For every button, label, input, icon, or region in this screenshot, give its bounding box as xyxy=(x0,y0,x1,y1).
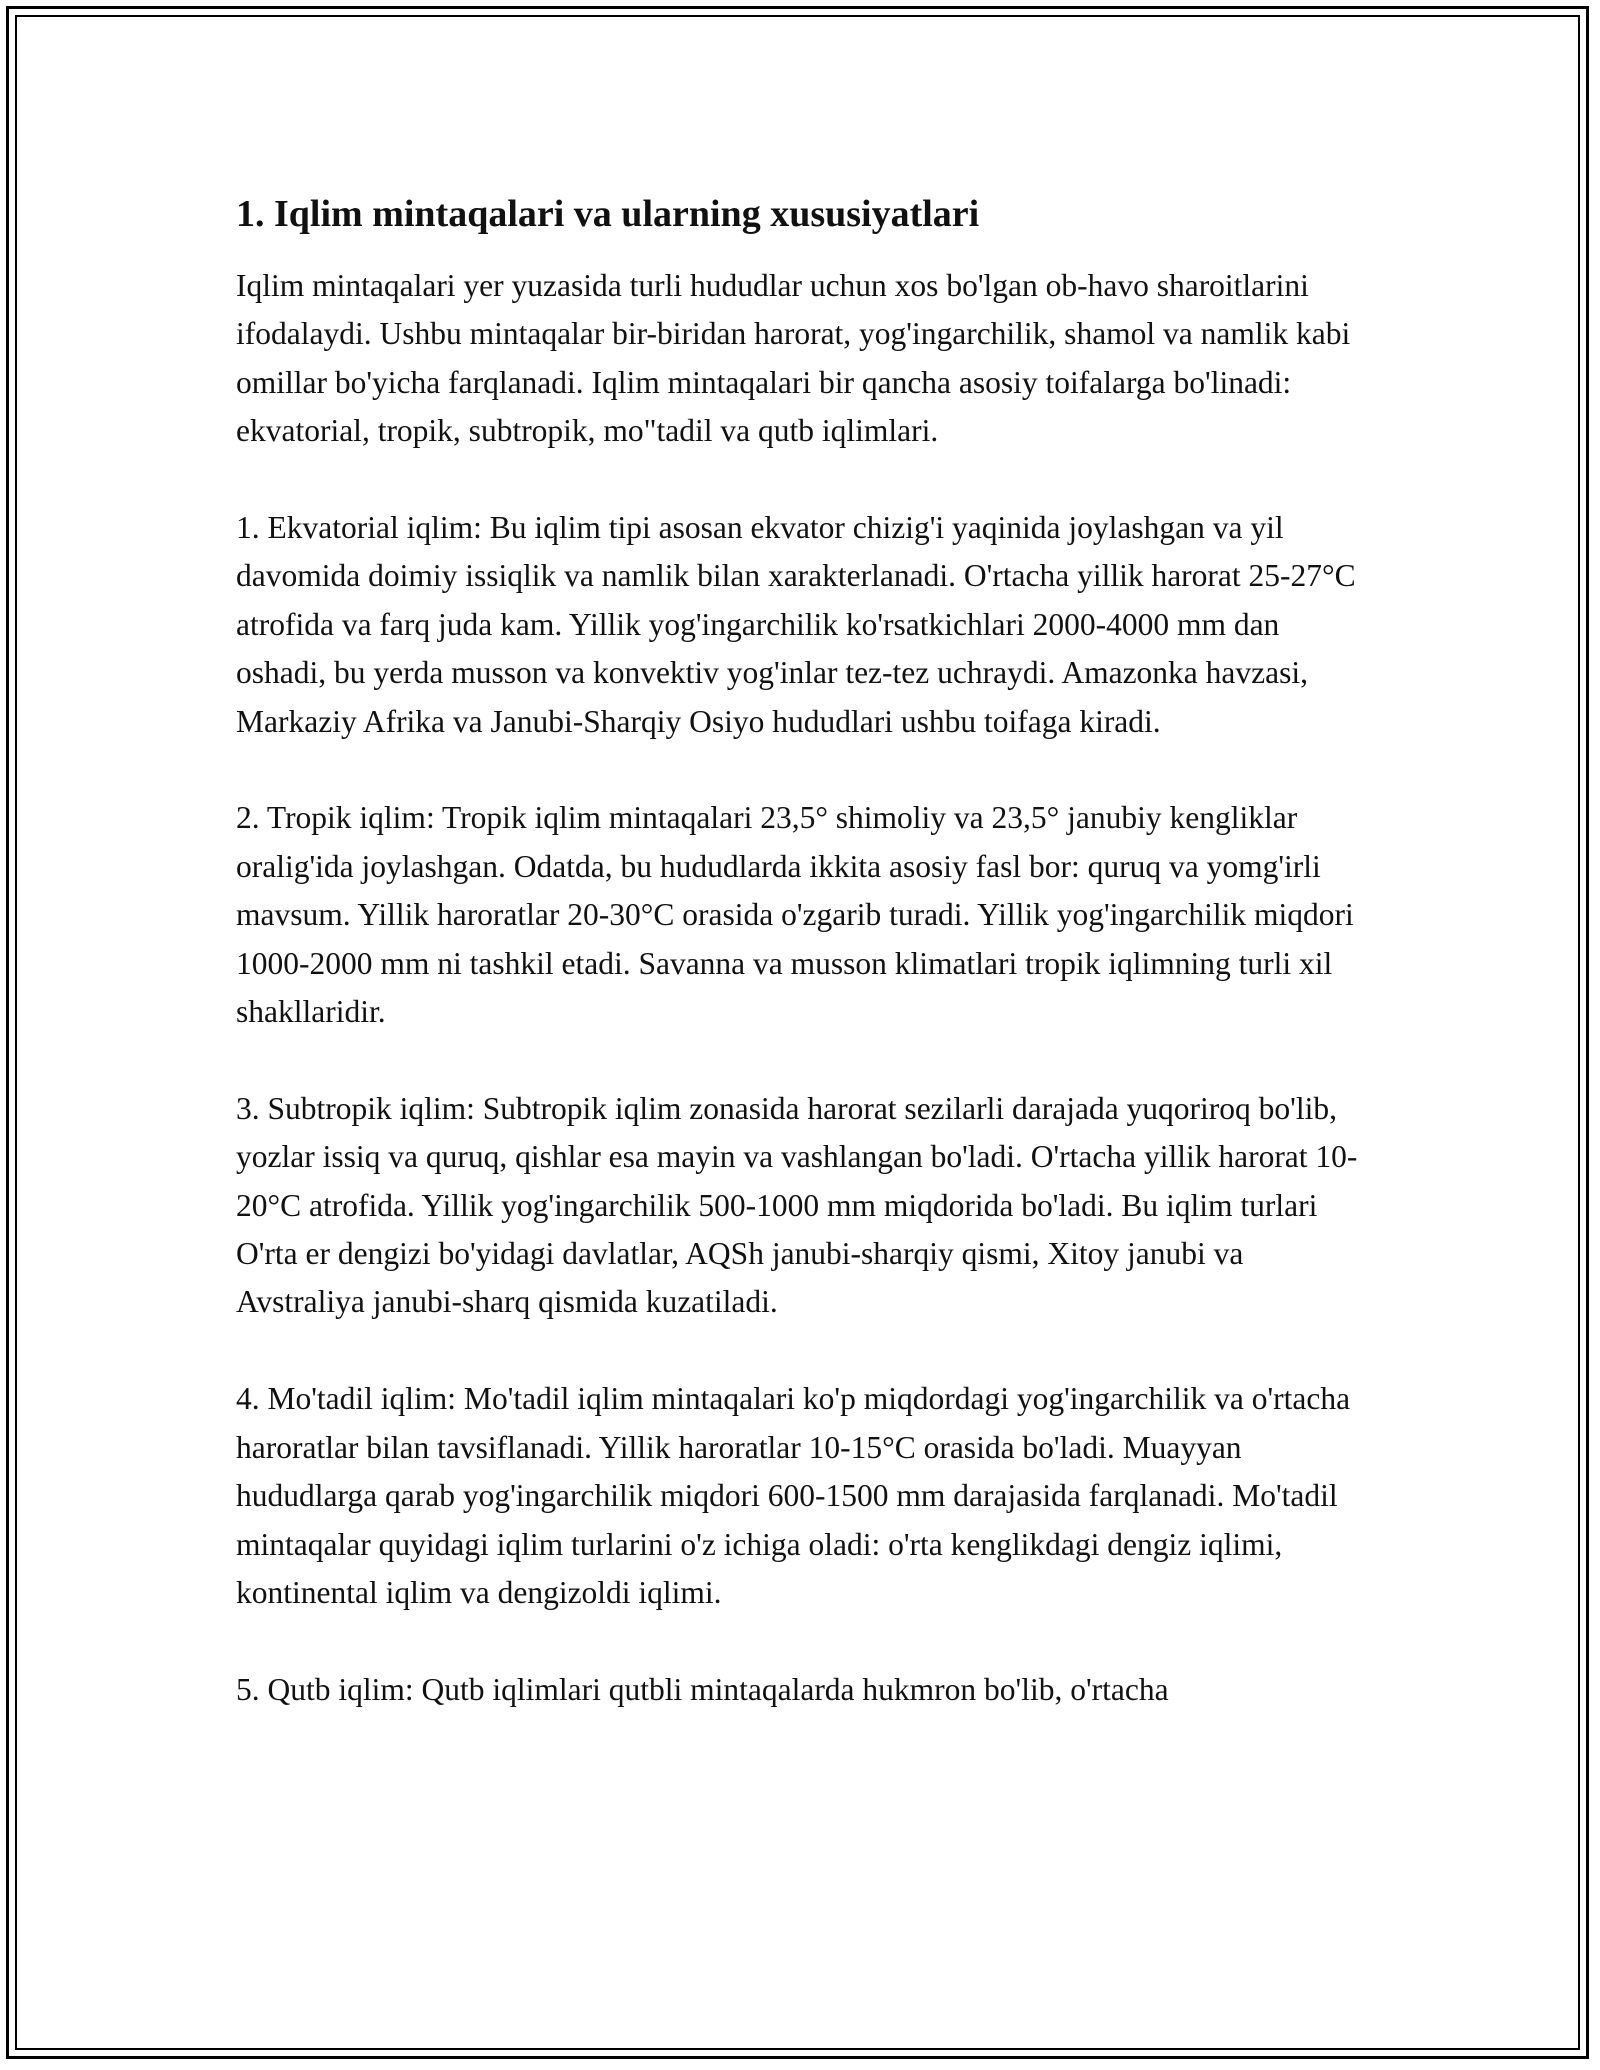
paragraph-polar: 5. Qutb iqlim: Qutb iqlimlari qutbli mintaqalarda hukmron bo'lib, o'rtacha xyxy=(236,1671,1169,1707)
paragraph-tropical: 2. Tropik iqlim: Tropik iqlim mintaqalari 23,5° shimoliy va 23,5° janubiy kengliklar oralig'ida joylashgan. Odatda, bu hududlarda ikkita asosiy fasl bor: quruq va yomg'irli mavsum. Yillik haroratlar 20-30°C orasida o'zgarib turadi. Yillik yog'ingarchilik miqdori 1000-2000 mm ni tashkil etadi. Savanna va musson klimatlari tropik iqlimning turli xil shakllaridir. xyxy=(236,800,1354,1030)
paragraph-equatorial: 1. Ekvatorial iqlim: Bu iqlim tipi asosan ekvator chizig'i yaqinida joylashgan va yil davomida doimiy issiqlik va namlik bilan xarakterlanadi. O'rtacha yillik harorat 25-27°C atrofida va farq juda kam. Yillik yog'ingarchilik ko'rsatkichlari 2000-4000 mm dan oshadi, bu yerda musson va konvektiv yog'inlar tez-tez uchraydi. Amazonka havzasi, Markaziy Afrika va Janubi-Sharqiy Osiyo hududlari ushbu toifaga kiradi. xyxy=(236,510,1356,739)
document-body xyxy=(236,188,1366,1763)
paragraph-intro: Iqlim mintaqalari yer yuzasida turli hududlar uchun xos bo'lgan ob-havo sharoitlarini ifodalaydi. Ushbu mintaqalar bir-biridan harorat, yog'ingarchilik, shamol va namlik kabi omillar bo'yicha farqlanadi. Iqlim mintaqalari bir qancha asosiy toifalarga bo'linadi: ekvatorial, tropik, subtropik, mo"tadil va qutb iqlimlari. xyxy=(236,268,1351,449)
paragraph-subtropical: 3. Subtropik iqlim: Subtropik iqlim zonasida harorat sezilarli darajada yuqoriroq bo'lib, yozlar issiq va quruq, qishlar esa mayin va vashlangan bo'ladi. O'rtacha yillik harorat 10-20°C atrofida. Yillik yog'ingarchilik 500-1000 mm miqdorida bo'ladi. Bu iqlim turlari O'rta er dengizi bo'yidagi davlatlar, AQSh janubi-sharqiy qismi, Xitoy janubi va Avstraliya janubi-sharq qismida kuzatiladi. xyxy=(236,1090,1358,1320)
paragraph-temperate: 4. Mo'tadil iqlim: Mo'tadil iqlim mintaqalari ko'p miqdordagi yog'ingarchilik va o'rtacha haroratlar bilan tavsiflanadi. Yillik haroratlar 10-15°C orasida bo'ladi. Muayyan hududlarga qarab yog'ingarchilik miqdori 600-1500 mm darajasida farqlanadi. Mo'tadil mintaqalar quyidagi iqlim turlarini o'z ichiga oladi: o'rta kenglikdagi dengiz iqlimi, kontinental iqlim va dengizoldi iqlimi. xyxy=(236,1381,1351,1610)
document-title: 1. Iqlim mintaqalari va ularning xususiyatlari xyxy=(236,193,980,235)
